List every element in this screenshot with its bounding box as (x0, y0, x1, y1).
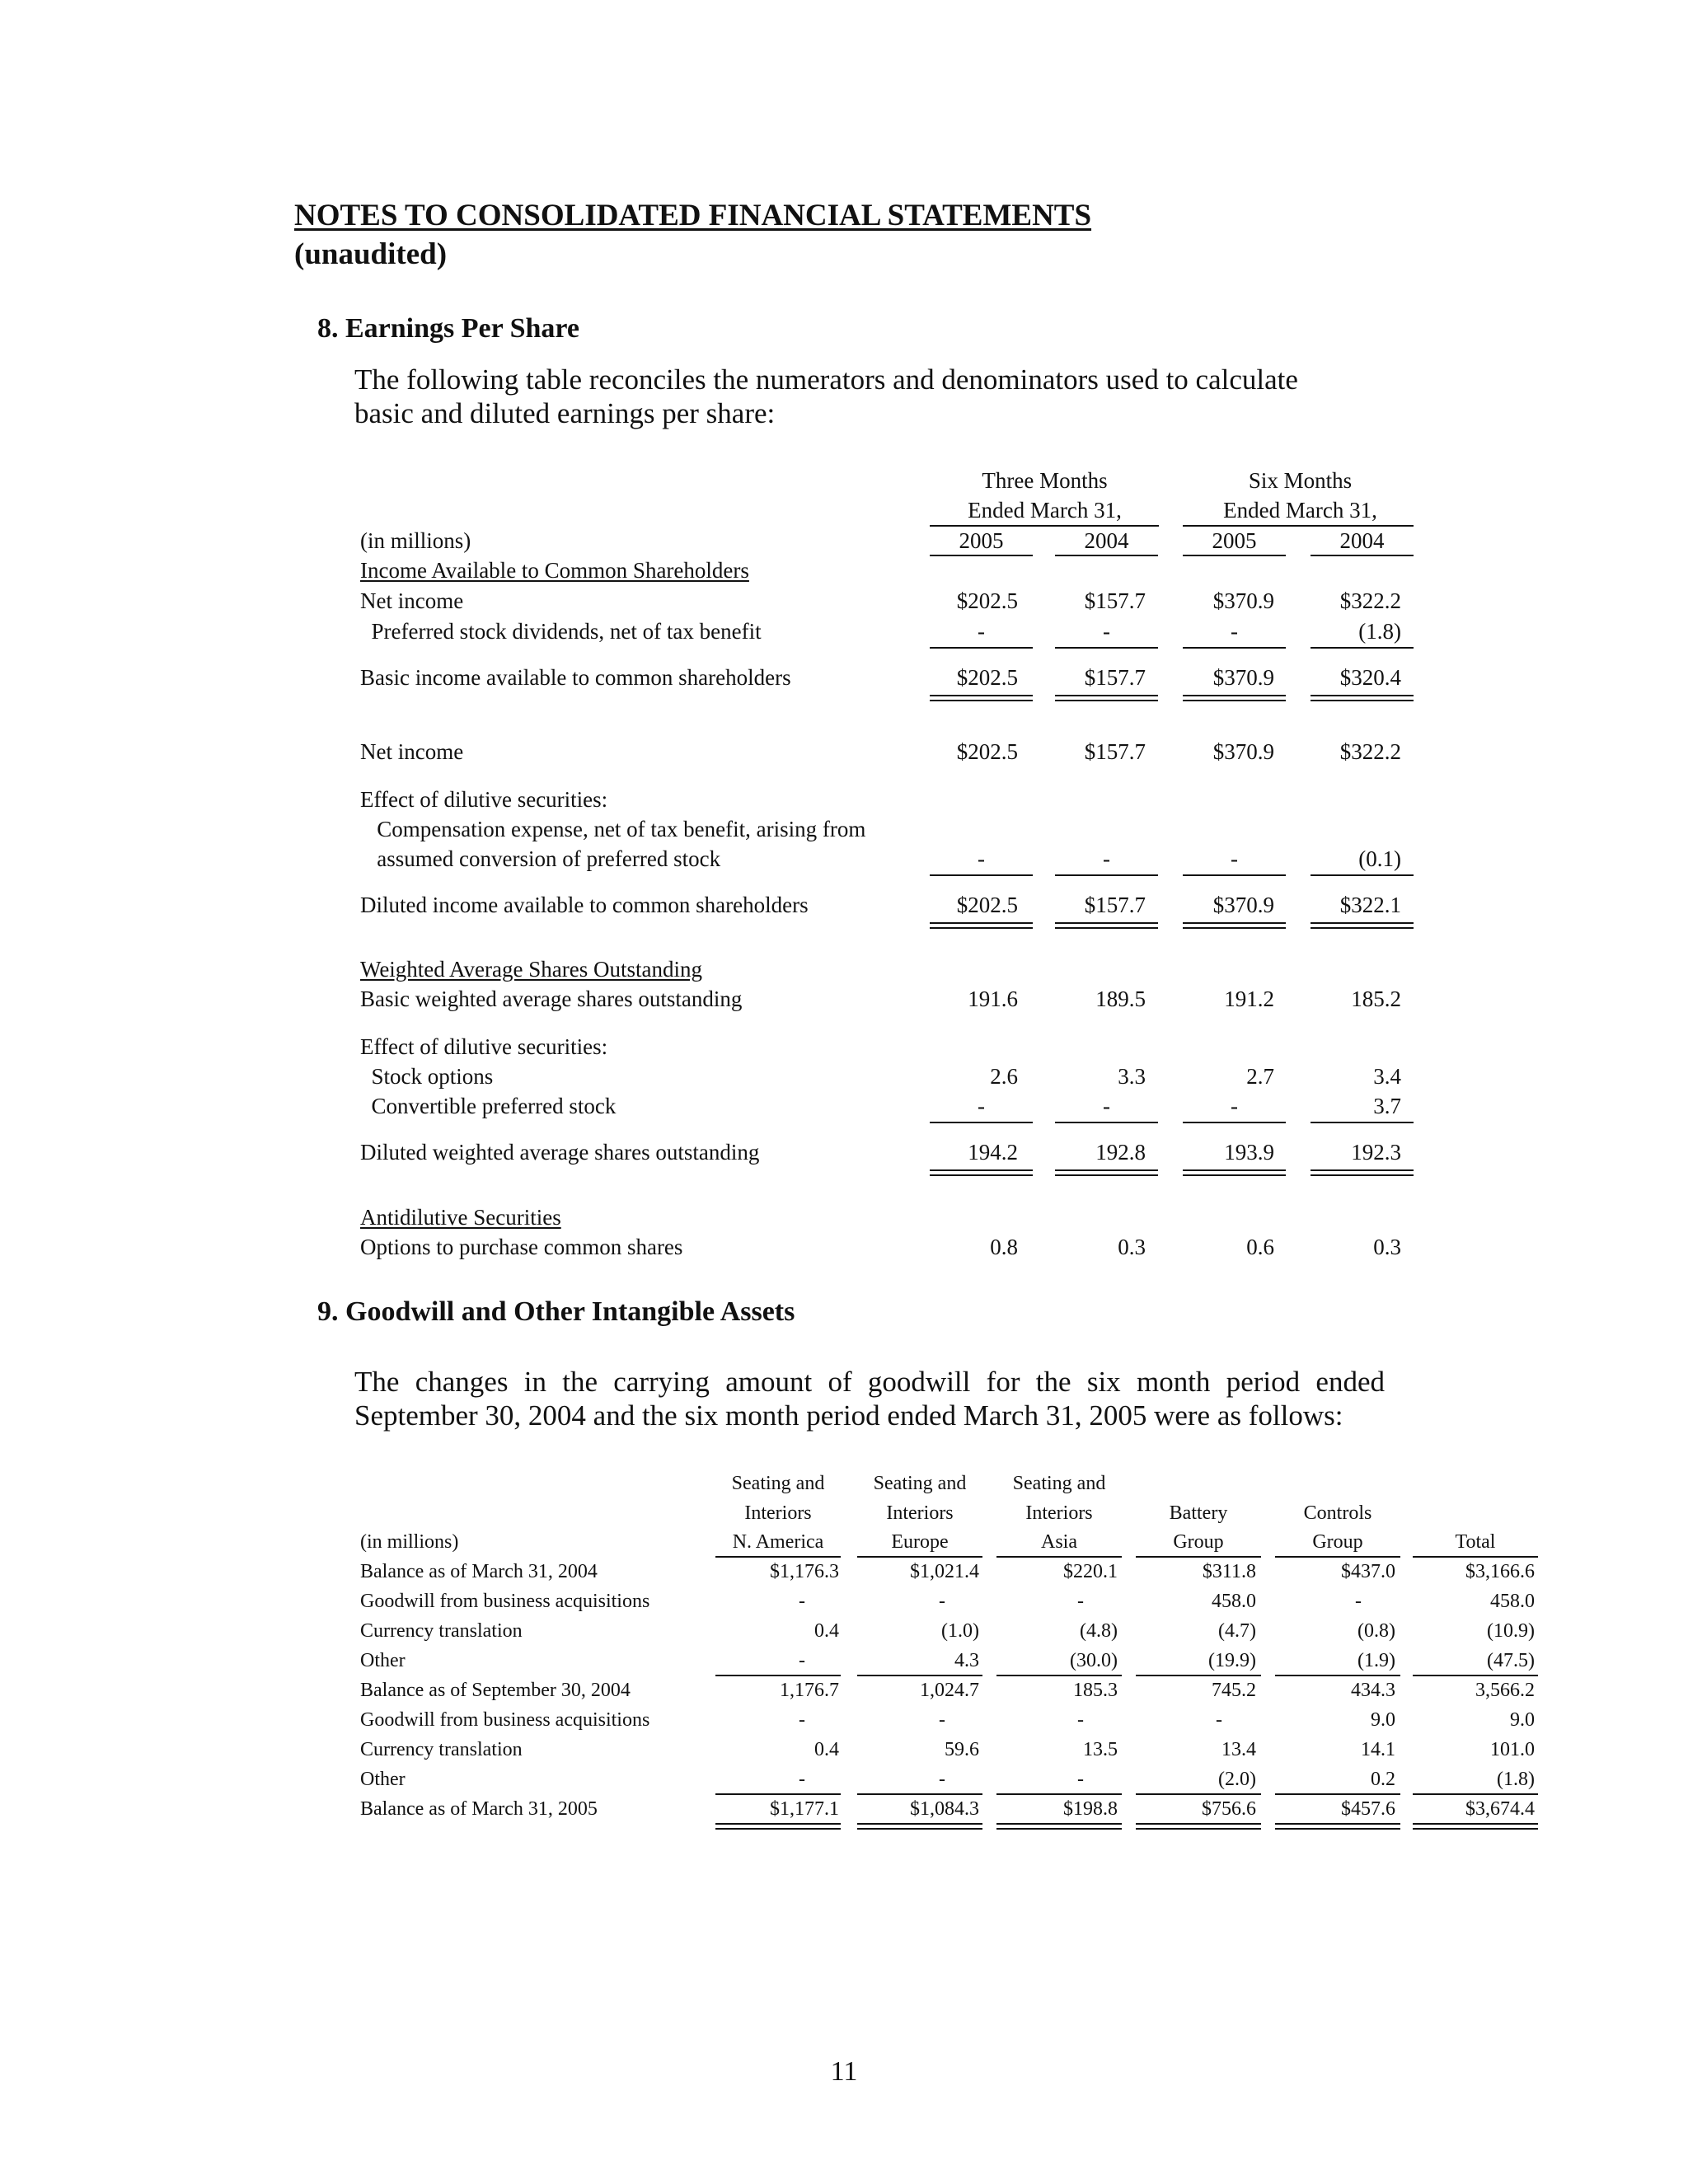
eps-value-cell: - (1103, 846, 1110, 871)
eps-row-label: Effect of dilutive securities: (360, 787, 608, 812)
goodwill-col-header: Group (1312, 1531, 1363, 1553)
goodwill-col-header: N. America (732, 1531, 824, 1553)
rule-line (930, 555, 1033, 556)
rule-line (1413, 1556, 1538, 1558)
goodwill-value-cell: 13.4 (1221, 1739, 1256, 1760)
goodwill-col-header: Controls (1303, 1502, 1372, 1524)
rule-line (930, 927, 1033, 929)
eps-row-label: Antidilutive Securities (360, 1205, 561, 1230)
rule-line (1311, 1174, 1414, 1176)
eps-row-label: Compensation expense, net of tax benefit, arising from (360, 817, 866, 841)
rule-line (715, 1828, 841, 1830)
rule-line (1275, 1828, 1400, 1830)
eps-row-label: Basic income available to common shareholders (360, 665, 791, 690)
col-group-three-months-line2: Ended March 31, (968, 498, 1122, 523)
rule-line (1183, 927, 1286, 929)
rule-line (1311, 555, 1414, 556)
goodwill-col-header: Battery (1169, 1502, 1228, 1524)
eps-value-cell: 0.3 (1373, 1235, 1401, 1259)
goodwill-value-cell: (4.8) (1080, 1620, 1118, 1642)
rule-line (1055, 922, 1158, 924)
rule-line (715, 1823, 841, 1825)
goodwill-col-header: Interiors (744, 1502, 812, 1524)
goodwill-value-cell: - (799, 1709, 805, 1731)
eps-value-cell: - (978, 846, 985, 871)
goodwill-value-cell: 14.1 (1361, 1739, 1395, 1760)
eps-value-cell: - (978, 619, 985, 644)
rule-line (1311, 700, 1414, 701)
goodwill-value-cell: (1.9) (1357, 1650, 1395, 1671)
eps-year-header-0: 2005 (959, 528, 1004, 553)
page-title: NOTES TO CONSOLIDATED FINANCIAL STATEMENTS (294, 199, 1092, 232)
goodwill-value-cell: - (939, 1769, 945, 1790)
goodwill-value-cell: 1,024.7 (920, 1680, 979, 1701)
eps-value-cell: - (978, 1094, 985, 1118)
goodwill-col-header: Group (1173, 1531, 1224, 1553)
eps-units-label: (in millions) (360, 528, 471, 553)
goodwill-value-cell: - (939, 1709, 945, 1731)
goodwill-value-cell: - (1077, 1709, 1084, 1731)
eps-value-cell: 0.3 (1118, 1235, 1146, 1259)
rule-line (1275, 1823, 1400, 1825)
eps-value-cell: $202.5 (956, 739, 1018, 764)
eps-value-cell: 192.3 (1351, 1140, 1401, 1165)
col-group-six-months-line2: Ended March 31, (1223, 498, 1377, 523)
rule-line (1275, 1675, 1400, 1676)
rule-line (1311, 927, 1414, 929)
goodwill-value-cell: $756.6 (1202, 1798, 1256, 1820)
goodwill-row-label: Currency translation (360, 1620, 523, 1642)
col-group-six-months-line1: Six Months (1248, 468, 1353, 493)
eps-year-header-3: 2004 (1339, 528, 1385, 553)
eps-value-cell: $322.2 (1339, 588, 1401, 613)
rule-line (1183, 1169, 1286, 1171)
page-subtitle: (unaudited) (294, 237, 448, 271)
goodwill-row-label: Currency translation (360, 1739, 523, 1760)
rule-line (996, 1675, 1122, 1676)
eps-row-label: Preferred stock dividends, net of tax benefit (360, 619, 762, 644)
goodwill-value-cell: - (1077, 1769, 1084, 1790)
goodwill-value-cell: 0.2 (1371, 1769, 1395, 1790)
goodwill-value-cell: 9.0 (1510, 1709, 1535, 1731)
goodwill-value-cell: 4.3 (954, 1650, 979, 1671)
rule-line (1183, 555, 1286, 556)
rule-line (1055, 647, 1158, 649)
rule-line (1136, 1823, 1261, 1825)
goodwill-value-cell: 434.3 (1351, 1680, 1395, 1701)
rule-line (1413, 1675, 1538, 1676)
eps-value-cell: $370.9 (1212, 893, 1274, 917)
rule-line (1183, 700, 1286, 701)
goodwill-value-cell: - (799, 1769, 805, 1790)
rule-line (930, 700, 1033, 701)
goodwill-value-cell: 9.0 (1371, 1709, 1395, 1731)
eps-row-label: Options to purchase common shares (360, 1235, 683, 1259)
goodwill-value-cell: 59.6 (945, 1739, 979, 1760)
rule-line (857, 1556, 982, 1558)
section-9-intro-line1: The changes in the carrying amount of goodwill for the six month period ended (354, 1366, 1385, 1398)
rule-line (857, 1675, 982, 1676)
rule-line (857, 1793, 982, 1795)
goodwill-value-cell: 458.0 (1212, 1591, 1256, 1612)
goodwill-value-cell: (4.7) (1218, 1620, 1256, 1642)
eps-row-label: Net income (360, 739, 464, 764)
rule-line (1055, 874, 1158, 876)
goodwill-value-cell: 458.0 (1490, 1591, 1535, 1612)
eps-value-cell: $370.9 (1212, 588, 1274, 613)
rule-line (996, 1556, 1122, 1558)
goodwill-units-label: (in millions) (360, 1531, 459, 1553)
eps-row-label: Diluted weighted average shares outstanding (360, 1140, 760, 1165)
rule-line (1055, 695, 1158, 696)
rule-line (1055, 927, 1158, 929)
goodwill-col-header: Seating and (1012, 1473, 1106, 1494)
eps-value-cell: 193.9 (1224, 1140, 1274, 1165)
goodwill-value-cell: $311.8 (1202, 1561, 1256, 1582)
eps-value-cell: $157.7 (1084, 739, 1146, 764)
eps-value-cell: - (1231, 846, 1238, 871)
goodwill-value-cell: $457.6 (1341, 1798, 1395, 1820)
goodwill-value-cell: $1,084.3 (910, 1798, 979, 1820)
eps-value-cell: $370.9 (1212, 665, 1274, 690)
eps-row-label: Convertible preferred stock (360, 1094, 617, 1118)
rule-line (996, 1828, 1122, 1830)
eps-value-cell: $322.1 (1339, 893, 1401, 917)
rule-line (1311, 922, 1414, 924)
eps-value-cell: - (1103, 1094, 1110, 1118)
goodwill-value-cell: $198.8 (1063, 1798, 1118, 1820)
rule-line (930, 1169, 1033, 1171)
eps-value-cell: 3.3 (1118, 1064, 1146, 1089)
goodwill-value-cell: 3,566.2 (1475, 1680, 1535, 1701)
rule-line (1275, 1793, 1400, 1795)
rule-line (996, 1793, 1122, 1795)
goodwill-value-cell: - (799, 1650, 805, 1671)
goodwill-value-cell: (1.8) (1497, 1769, 1535, 1790)
eps-value-cell: - (1231, 619, 1238, 644)
rule-line (930, 695, 1033, 696)
goodwill-value-cell: 0.4 (814, 1739, 839, 1760)
eps-value-cell: $202.5 (956, 665, 1018, 690)
goodwill-row-label: Balance as of March 31, 2005 (360, 1798, 598, 1820)
eps-value-cell: (0.1) (1358, 846, 1401, 871)
eps-value-cell: $202.5 (956, 588, 1018, 613)
rule-line (1136, 1556, 1261, 1558)
eps-value-cell: 194.2 (968, 1140, 1018, 1165)
goodwill-value-cell: 185.3 (1073, 1680, 1118, 1701)
rule-line (1311, 1169, 1414, 1171)
goodwill-row-label: Goodwill from business acquisitions (360, 1591, 650, 1612)
goodwill-value-cell: $1,021.4 (910, 1561, 979, 1582)
eps-value-cell: $157.7 (1084, 893, 1146, 917)
rule-line (715, 1793, 841, 1795)
goodwill-value-cell: $1,177.1 (770, 1798, 839, 1820)
eps-value-cell: (1.8) (1358, 619, 1401, 644)
section-9-heading: 9. Goodwill and Other Intangible Assets (317, 1296, 795, 1327)
goodwill-value-cell: - (939, 1591, 945, 1612)
rule-line (1055, 700, 1158, 701)
rule-line (1413, 1823, 1538, 1825)
eps-value-cell: $370.9 (1212, 739, 1274, 764)
rule-line (1055, 1174, 1158, 1176)
eps-year-header-2: 2005 (1212, 528, 1257, 553)
rule-line (1136, 1675, 1261, 1676)
rule-line (930, 874, 1033, 876)
rule-line (857, 1828, 982, 1830)
goodwill-value-cell: - (799, 1591, 805, 1612)
rule-line (1136, 1793, 1261, 1795)
rule-line (1183, 1122, 1286, 1123)
rule-line (1311, 1122, 1414, 1123)
goodwill-value-cell: $3,674.4 (1465, 1798, 1535, 1820)
rule-line (996, 1823, 1122, 1825)
goodwill-value-cell: 745.2 (1212, 1680, 1256, 1701)
rule-line (1413, 1828, 1538, 1830)
rule-line (1183, 695, 1286, 696)
eps-row-label: Basic weighted average shares outstanding (360, 987, 743, 1011)
goodwill-value-cell: (1.0) (941, 1620, 979, 1642)
goodwill-col-header: Interiors (886, 1502, 954, 1524)
goodwill-value-cell: (0.8) (1357, 1620, 1395, 1642)
eps-value-cell: $157.7 (1084, 588, 1146, 613)
goodwill-col-header: Asia (1041, 1531, 1077, 1553)
eps-value-cell: $320.4 (1339, 665, 1401, 690)
rule-line (930, 1122, 1033, 1123)
section-8-intro-line1: The following table reconciles the numerators and denominators used to calculate (354, 363, 1298, 396)
rule-line (930, 1174, 1033, 1176)
section-8-heading: 8. Earnings Per Share (317, 313, 579, 344)
rule-line (1311, 874, 1414, 876)
eps-value-cell: 191.6 (968, 987, 1018, 1011)
goodwill-value-cell: 1,176.7 (780, 1680, 839, 1701)
goodwill-col-header: Interiors (1025, 1502, 1093, 1524)
rule-line (715, 1675, 841, 1676)
goodwill-col-header: Europe (891, 1531, 949, 1553)
goodwill-value-cell: 13.5 (1083, 1739, 1118, 1760)
eps-value-cell: 2.6 (990, 1064, 1018, 1089)
goodwill-value-cell: (47.5) (1487, 1650, 1535, 1671)
eps-value-cell: 185.2 (1351, 987, 1401, 1011)
eps-value-cell: 0.8 (990, 1235, 1018, 1259)
eps-value-cell: 3.4 (1373, 1064, 1401, 1089)
goodwill-value-cell: (19.9) (1208, 1650, 1256, 1671)
eps-value-cell: 2.7 (1246, 1064, 1274, 1089)
section-9-intro-line2: September 30, 2004 and the six month period ended March 31, 2005 were as follows: (354, 1399, 1343, 1432)
eps-row-label: assumed conversion of preferred stock (360, 846, 721, 871)
eps-value-cell: 192.8 (1095, 1140, 1146, 1165)
goodwill-value-cell: 101.0 (1490, 1739, 1535, 1760)
eps-row-label: Weighted Average Shares Outstanding (360, 957, 702, 982)
col-group-three-months-line1: Three Months (982, 468, 1108, 493)
goodwill-col-header: Total (1455, 1531, 1496, 1553)
eps-row-label: Diluted income available to common shareholders (360, 893, 809, 917)
goodwill-value-cell: 0.4 (814, 1620, 839, 1642)
rule-line (1055, 1169, 1158, 1171)
eps-row-label: Effect of dilutive securities: (360, 1034, 608, 1059)
goodwill-row-label: Other (360, 1650, 406, 1671)
rule-line (930, 922, 1033, 924)
eps-year-header-1: 2004 (1084, 528, 1129, 553)
goodwill-value-cell: $220.1 (1063, 1561, 1118, 1582)
eps-value-cell: 189.5 (1095, 987, 1146, 1011)
eps-value-cell: $157.7 (1084, 665, 1146, 690)
rule-line (1055, 555, 1158, 556)
rule-line (857, 1823, 982, 1825)
rule-line (1055, 1122, 1158, 1123)
eps-value-cell: $202.5 (956, 893, 1018, 917)
goodwill-col-header: Seating and (731, 1473, 825, 1494)
eps-value-cell: 0.6 (1246, 1235, 1274, 1259)
eps-value-cell: $322.2 (1339, 739, 1401, 764)
goodwill-row-label: Balance as of September 30, 2004 (360, 1680, 631, 1701)
rule-line (1311, 695, 1414, 696)
goodwill-value-cell: - (1355, 1591, 1362, 1612)
rule-line (1183, 922, 1286, 924)
eps-value-cell: - (1103, 619, 1110, 644)
rule-line (1183, 647, 1286, 649)
eps-row-label: Stock options (360, 1064, 494, 1089)
section-8-intro-line2: basic and diluted earnings per share: (354, 397, 776, 429)
rule-line (1183, 1174, 1286, 1176)
goodwill-value-cell: - (1077, 1591, 1084, 1612)
goodwill-value-cell: (2.0) (1218, 1769, 1256, 1790)
goodwill-row-label: Balance as of March 31, 2004 (360, 1561, 598, 1582)
rule-line (715, 1556, 841, 1558)
eps-row-label: Net income (360, 588, 464, 613)
goodwill-row-label: Other (360, 1769, 406, 1790)
eps-row-label: Income Available to Common Shareholders (360, 558, 749, 583)
rule-line (1183, 874, 1286, 876)
goodwill-value-cell: $437.0 (1341, 1561, 1395, 1582)
rule-line (930, 647, 1033, 649)
rule-line (1311, 647, 1414, 649)
goodwill-row-label: Goodwill from business acquisitions (360, 1709, 650, 1731)
goodwill-value-cell: (30.0) (1070, 1650, 1118, 1671)
goodwill-value-cell: (10.9) (1487, 1620, 1535, 1642)
page-number: 11 (830, 2056, 858, 2087)
eps-value-cell: 3.7 (1373, 1094, 1401, 1118)
rule-line (1413, 1793, 1538, 1795)
goodwill-value-cell: $3,166.6 (1465, 1561, 1535, 1582)
goodwill-col-header: Seating and (873, 1473, 967, 1494)
eps-value-cell: 191.2 (1224, 987, 1274, 1011)
goodwill-value-cell: $1,176.3 (770, 1561, 839, 1582)
goodwill-value-cell: - (1216, 1709, 1222, 1731)
rule-line (1136, 1828, 1261, 1830)
eps-value-cell: - (1231, 1094, 1238, 1118)
rule-line (1275, 1556, 1400, 1558)
